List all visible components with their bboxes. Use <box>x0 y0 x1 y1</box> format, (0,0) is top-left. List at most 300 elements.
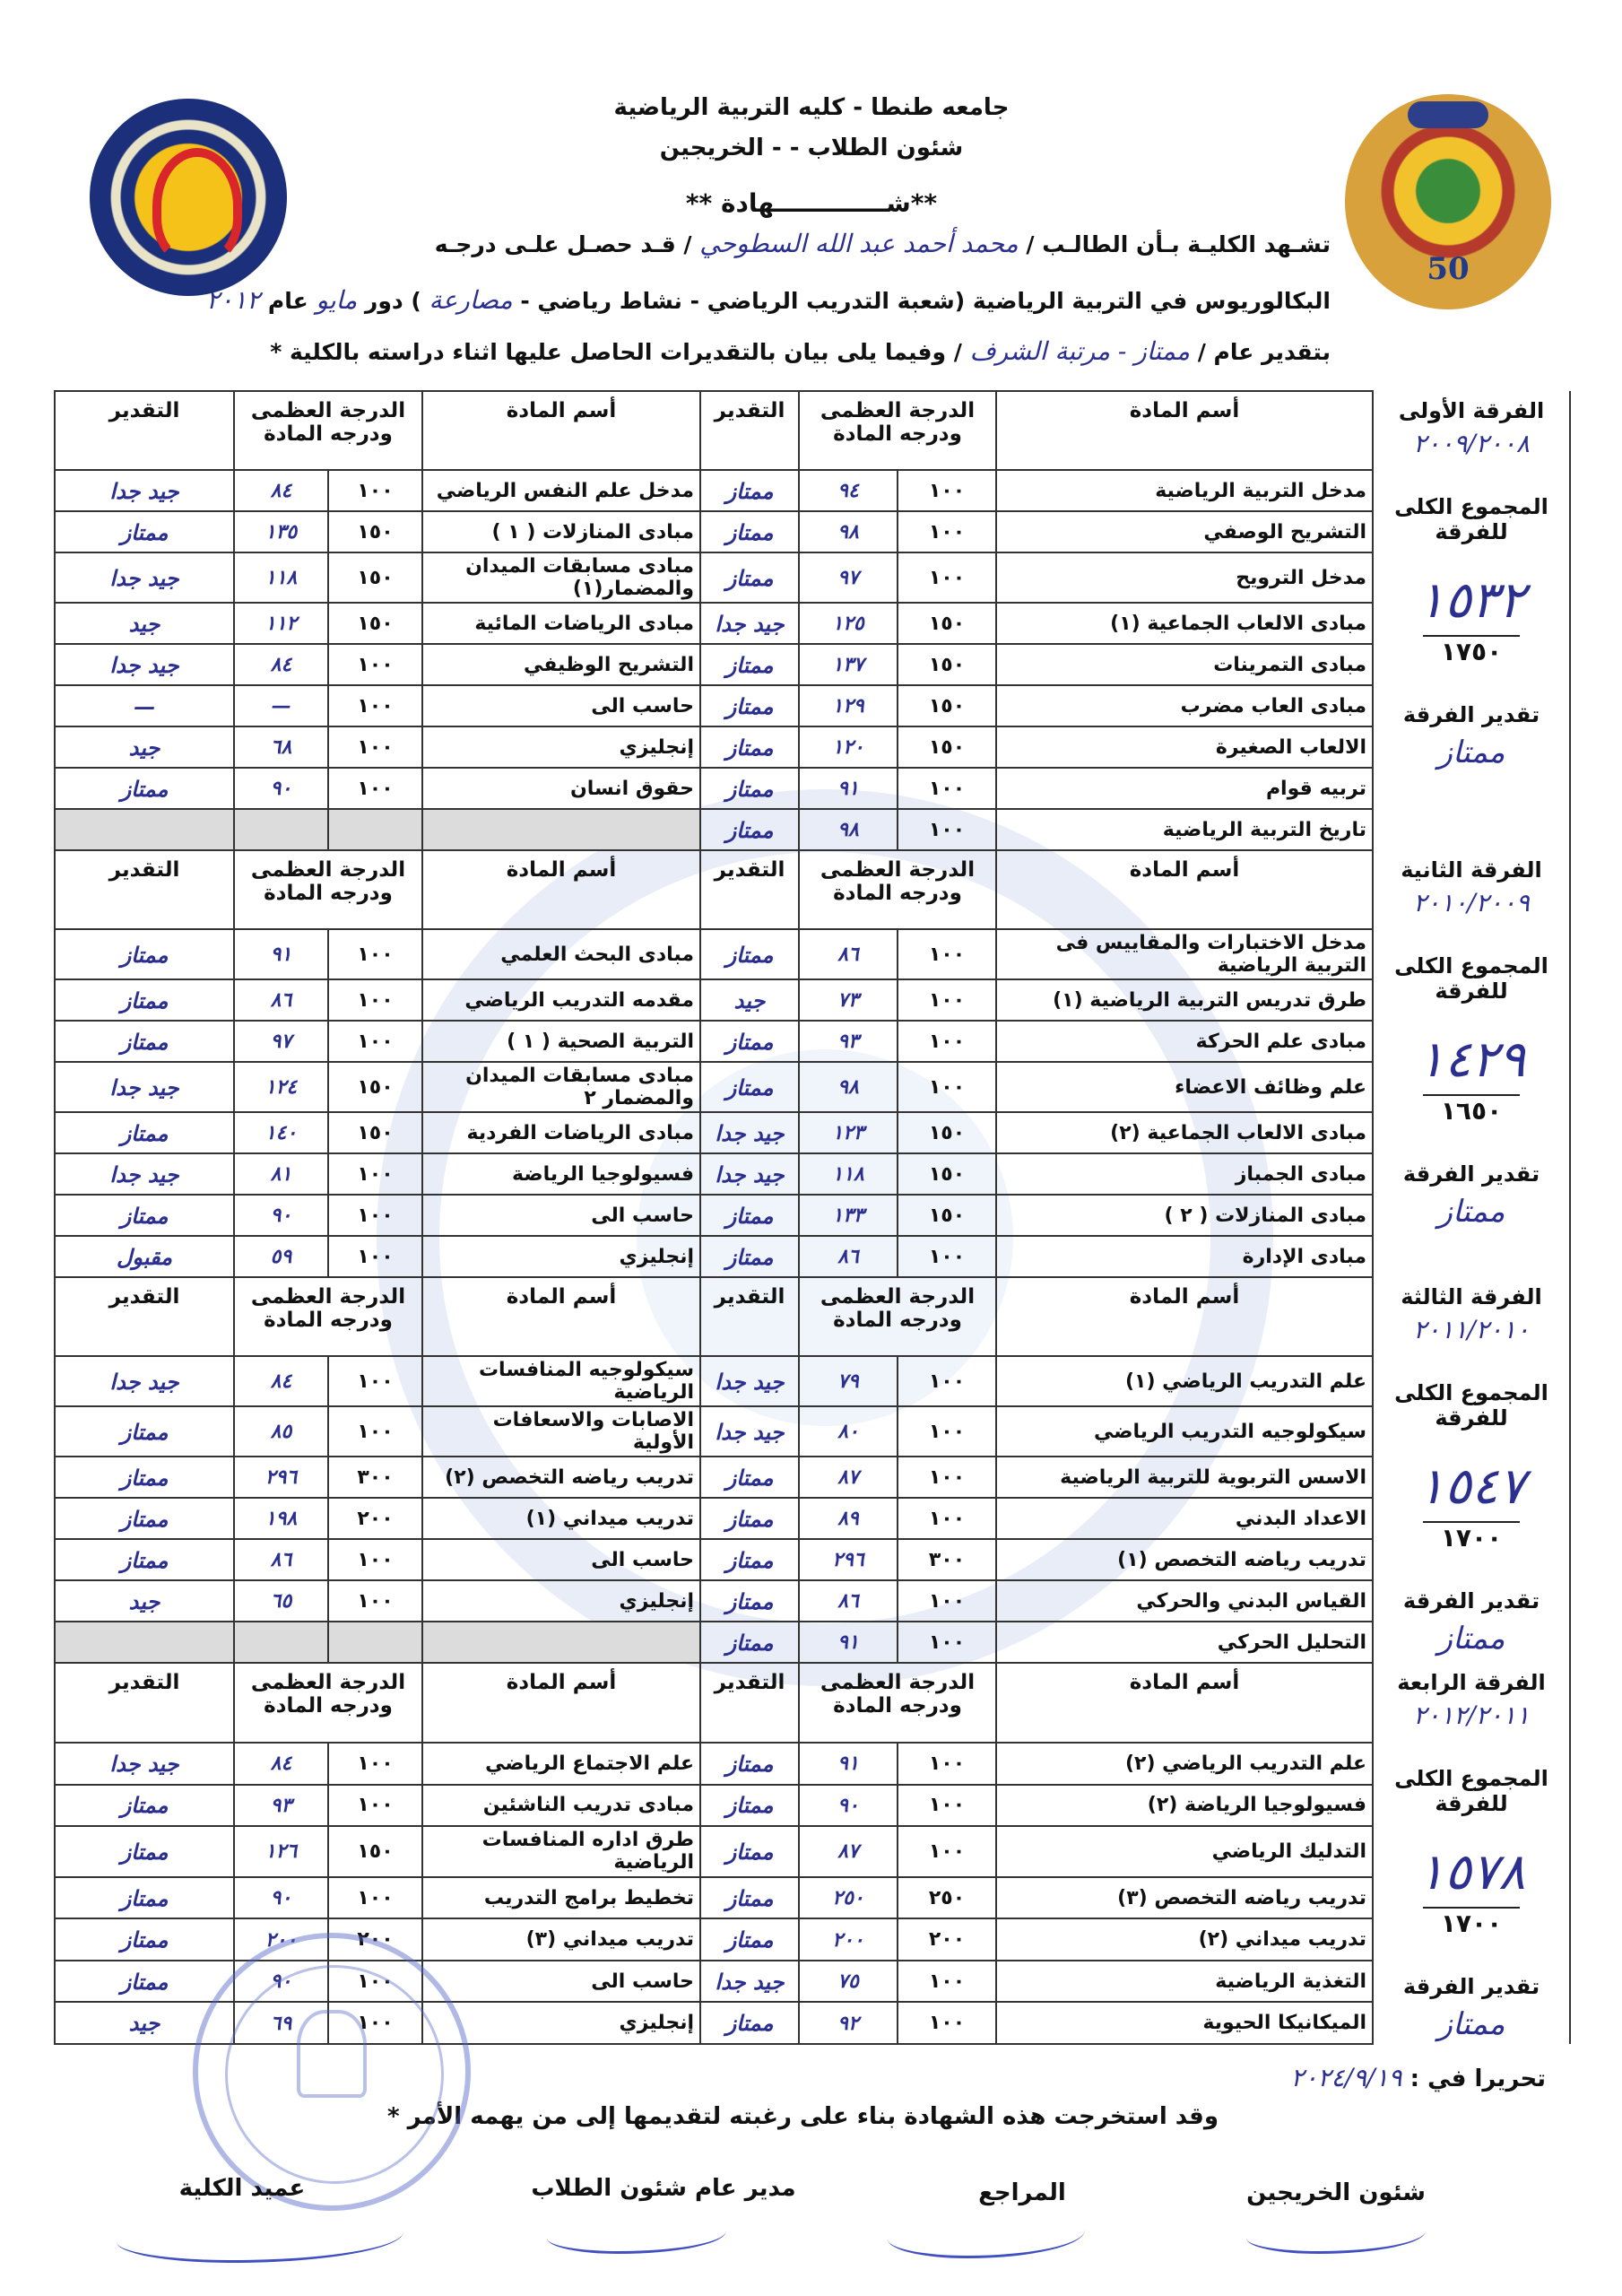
column-header-max-grade <box>799 391 996 470</box>
subject-grade-header: ودرجه المادة <box>833 1694 962 1718</box>
subject-grade: — <box>55 685 234 726</box>
subject-name: مبادى علم الحركة <box>996 1021 1373 1062</box>
max-grade: ١٠٠ <box>898 1743 996 1785</box>
subject-score: ١٣٧ <box>799 644 898 685</box>
column-header-grade: التقدير <box>55 1663 234 1743</box>
subject-score: ٨٦ <box>799 1236 898 1277</box>
subject-name: التربية الصحية ( ١ ) <box>422 1021 700 1062</box>
subject-grade: ممتاز <box>700 470 799 511</box>
graduates-affairs-signature <box>1246 2215 1426 2254</box>
subject-name: مبادى الإدارة <box>996 1236 1373 1277</box>
max-grade: ١٠٠ <box>328 929 422 979</box>
subject-grade: جيد جدا <box>55 1062 234 1112</box>
subject-score: ٩١ <box>799 768 898 809</box>
max-grade: ١٠٠ <box>328 1961 422 2003</box>
table-row <box>55 1021 1570 1062</box>
subject-name: مبادى مسابقات الميدان والمضمار ٢ <box>422 1062 700 1112</box>
column-header-max-grade <box>234 1663 422 1743</box>
dean-signature <box>117 2211 403 2263</box>
year-title: الفرقة الثانية <box>1401 857 1542 883</box>
subject-name: مدخل الاختبارات والمقاييس فى التربية الرياضية <box>996 929 1373 979</box>
max-grade: ٣٠٠ <box>898 1539 996 1580</box>
subject-score: ٢٩٦ <box>234 1457 328 1498</box>
subject-grade: ممتاز <box>55 1877 234 1919</box>
overall-prefix: بتقدير عام / <box>1197 339 1331 365</box>
subject-grade: ممتاز <box>700 644 799 685</box>
subject-grade: جيد <box>700 979 799 1021</box>
dean-signature-label: عميد الكلية <box>178 2175 306 2202</box>
table-row <box>55 768 1570 809</box>
subject-grade: ممتاز <box>55 1918 234 1961</box>
table-row <box>55 1539 1570 1580</box>
max-grade: ١٠٠ <box>898 1457 996 1498</box>
year-total-max: ١٧٠٠ <box>1423 1907 1520 1938</box>
table-row <box>55 726 1570 768</box>
subject-score: ٨٦ <box>234 979 328 1021</box>
graduates-affairs-signature-label: شئون الخريجين <box>1246 2179 1426 2206</box>
max-grade: ١٥٠ <box>898 1112 996 1153</box>
table-row <box>55 685 1570 726</box>
subject-score: ٨٤ <box>234 644 328 685</box>
max-grade-header: الدرجة العظمى <box>820 858 976 882</box>
subject-grade-header: ودرجه المادة <box>833 1309 962 1332</box>
year-total-label: المجموع الكلى للفرقة <box>1394 1380 1548 1431</box>
subject-grade: ممتاز <box>55 1021 234 1062</box>
max-grade: ٢٠٠ <box>328 1918 422 1961</box>
max-grade: ١٠٠ <box>898 1785 996 1827</box>
issue-date-line <box>1290 2063 1546 2092</box>
max-grade: ١٥٠ <box>328 552 422 603</box>
column-header-max-grade <box>799 850 996 929</box>
max-grade: ١٠٠ <box>328 1877 422 1919</box>
subject-score: ٩٠ <box>234 1195 328 1236</box>
table-row <box>55 809 1570 850</box>
year-total: ١٥٤٧ <box>1417 1457 1526 1516</box>
year-grade-label: تقدير الفرقة <box>1402 1974 1540 1999</box>
subject-name: حاسب الى <box>422 1195 700 1236</box>
year-title: الفرقة الأولى <box>1398 398 1545 423</box>
subject-score: ٩٤ <box>799 470 898 511</box>
subject-score: ١١٨ <box>234 552 328 603</box>
subject-grade-header: ودرجه المادة <box>264 882 393 905</box>
table-row <box>55 603 1570 644</box>
subject-score: ٩١ <box>799 1622 898 1663</box>
subject-grade: جيد <box>55 603 234 644</box>
subject-score: ٧٣ <box>799 979 898 1021</box>
cert-suffix: / قـد حصـل علـى درجـه <box>434 231 692 257</box>
subject-grade: ممتاز <box>55 1457 234 1498</box>
subject-name: طرق اداره المنافسات الرياضية <box>422 1826 700 1877</box>
year-total-label: المجموع الكلى للفرقة <box>1394 953 1548 1004</box>
table-row <box>55 1153 1570 1195</box>
subject-grade: جيد جدا <box>700 603 799 644</box>
max-grade: ١٠٠ <box>328 1743 422 1785</box>
table-row <box>55 470 1570 511</box>
subject-name: طرق تدريس التربية الرياضية (١) <box>996 979 1373 1021</box>
column-header-max-grade <box>799 1277 996 1356</box>
subject-grade: ممتاز <box>55 511 234 552</box>
year-header-row <box>55 1663 1570 1743</box>
certificate-title: **شـــــــــــــهادة ** <box>685 188 938 218</box>
subject-score: ٨٦ <box>799 1580 898 1622</box>
subject-name: التحليل الحركي <box>996 1622 1373 1663</box>
subject-grade: جيد جدا <box>700 1356 799 1406</box>
subject-score: ١٢٠ <box>799 726 898 768</box>
subject-grade: جيد <box>55 2002 234 2044</box>
reviewer-signature-label: المراجع <box>978 2179 1066 2206</box>
subject-score: ٩٨ <box>799 511 898 552</box>
subject-grade-header: ودرجه المادة <box>264 1694 393 1718</box>
subject-score: ٩٣ <box>234 1785 328 1827</box>
subject-name: حاسب الى <box>422 1961 700 2003</box>
subject-name: تدريب ميداني (١) <box>422 1498 700 1539</box>
subject-grade: ممتاز <box>55 1498 234 1539</box>
subject-name: فسيولوجيا الرياضة <box>422 1153 700 1195</box>
max-grade: ٢٠٠ <box>898 1918 996 1961</box>
max-grade: ١٠٠ <box>328 1153 422 1195</box>
subject-grade: ممتاز <box>700 1622 799 1663</box>
max-grade: ١٠٠ <box>898 979 996 1021</box>
subject-score: ١٩٨ <box>234 1498 328 1539</box>
year-total-max: ١٦٥٠ <box>1423 1094 1520 1126</box>
subject-score: ٩٧ <box>234 1021 328 1062</box>
max-grade: ١٠٠ <box>328 1356 422 1406</box>
subject-score: ٥٩ <box>234 1236 328 1277</box>
column-header-subject: أسم المادة <box>996 391 1373 470</box>
subject-grade: ممتاز <box>700 809 799 850</box>
subject-name: إنجليزي <box>422 1580 700 1622</box>
subject-name: مبادى الالعاب الجماعية (٢) <box>996 1112 1373 1153</box>
subject-grade: جيد <box>55 726 234 768</box>
subject-score: ٨١ <box>234 1153 328 1195</box>
empty-cell <box>234 1622 328 1663</box>
max-grade: ١٥٠ <box>328 1062 422 1112</box>
empty-cell <box>55 809 234 850</box>
subject-name: سيكولوجيه المنافسات الرياضية <box>422 1356 700 1406</box>
cert-prefix: تشـهد الكليـة بـأن الطالـب / <box>1026 231 1331 257</box>
subject-name: تاريخ التربية الرياضية <box>996 809 1373 850</box>
subject-grade: ممتاز <box>700 1236 799 1277</box>
subject-grade-header: ودرجه المادة <box>833 422 962 446</box>
table-row <box>55 1236 1570 1277</box>
certificate-line-1 <box>54 229 1331 258</box>
max-grade-header: الدرجة العظمى <box>820 1671 976 1694</box>
column-header-max-grade <box>234 1277 422 1356</box>
subject-name: حاسب الى <box>422 1539 700 1580</box>
max-grade: ١٠٠ <box>898 1580 996 1622</box>
max-grade: ١٠٠ <box>898 511 996 552</box>
subject-name: مبادى الجمباز <box>996 1153 1373 1195</box>
subject-score: ١٢٥ <box>799 603 898 644</box>
year-grade: ممتاز <box>1437 1621 1505 1657</box>
subject-name: مبادى البحث العلمي <box>422 929 700 979</box>
subject-score: ٩٨ <box>799 809 898 850</box>
table-row <box>55 1622 1570 1663</box>
year-total-max: ١٧٠٠ <box>1423 1521 1520 1552</box>
year-title: الفرقة الثالثة <box>1401 1284 1542 1309</box>
table-row <box>55 929 1570 979</box>
subject-score: ٢٠٠ <box>234 1918 328 1961</box>
max-grade: ١٠٠ <box>328 1406 422 1457</box>
year-grade: ممتاز <box>1437 2006 1505 2042</box>
subject-grade: جيد جدا <box>55 1356 234 1406</box>
student-affairs-director-label: مدير عام شئون الطلاب <box>531 2175 796 2202</box>
column-header-subject: أسم المادة <box>996 850 1373 929</box>
max-grade: ١٠٠ <box>898 809 996 850</box>
subject-score: ٨٤ <box>234 1743 328 1785</box>
max-grade: ١٠٠ <box>898 1622 996 1663</box>
subject-grade: ممتاز <box>55 1112 234 1153</box>
subject-grade: جيد جدا <box>700 1153 799 1195</box>
subject-grade-header: ودرجه المادة <box>264 1309 393 1332</box>
overall-suffix: / وفيما يلى بيان بالتقديرات الحاصل عليها اثناء دراسته بالكلية * <box>270 339 962 365</box>
issue-note: وقد استخرجت هذه الشهادة بناء على رغبته لتقديمها إلى من يهمه الأمر * <box>386 2103 1219 2130</box>
faculty-logo <box>90 99 287 296</box>
subject-score: ٢٠٠ <box>799 1918 898 1961</box>
max-grade: ١٠٠ <box>898 2002 996 2044</box>
subject-grade: ممتاز <box>700 768 799 809</box>
subject-grade: ممتاز <box>55 1961 234 2003</box>
max-grade: ١٠٠ <box>898 1062 996 1112</box>
table-row <box>55 1356 1570 1406</box>
subject-score: ١١٨ <box>799 1153 898 1195</box>
subject-name: مبادى الالعاب الجماعية (١) <box>996 603 1373 644</box>
subject-name: التدليك الرياضي <box>996 1826 1373 1877</box>
anniversary-number: 50 <box>1427 251 1470 287</box>
subject-grade: جيد جدا <box>700 1961 799 2003</box>
max-grade: ١٠٠ <box>328 1580 422 1622</box>
subject-grade: ممتاز <box>700 1743 799 1785</box>
max-grade: ١٠٠ <box>328 979 422 1021</box>
subject-name: مبادى العاب مضرب <box>996 685 1373 726</box>
subject-grade: ممتاز <box>700 2002 799 2044</box>
subject-name: مبادى المنازلات ( ١ ) <box>422 511 700 552</box>
subject-score: ٢٩٦ <box>799 1539 898 1580</box>
subject-name: مبادى تدريب الناشئين <box>422 1785 700 1827</box>
max-grade: ١٥٠ <box>328 1826 422 1877</box>
subject-grade: ممتاز <box>700 929 799 979</box>
subject-grade: ممتاز <box>700 685 799 726</box>
max-grade: ١٥٠ <box>328 603 422 644</box>
subject-grade: جيد جدا <box>55 1743 234 1785</box>
max-grade: ١٥٠ <box>328 511 422 552</box>
column-header-grade: التقدير <box>55 850 234 929</box>
subject-name: الاسس التربوية للتربية الرياضية <box>996 1457 1373 1498</box>
certificate-line-3 <box>54 336 1331 366</box>
year-grade: ممتاز <box>1437 1194 1505 1230</box>
year-total: ١٥٣٢ <box>1417 571 1526 630</box>
subject-grade: ممتاز <box>55 1539 234 1580</box>
table-row <box>55 1826 1570 1877</box>
max-grade: ١٠٠ <box>898 1356 996 1406</box>
subject-grade-header: ودرجه المادة <box>833 882 962 905</box>
max-grade-header: الدرجة العظمى <box>250 1285 406 1309</box>
year-total-max: ١٧٥٠ <box>1423 635 1520 666</box>
column-header-max-grade <box>799 1663 996 1743</box>
subject-name: تدريب ميداني (٢) <box>996 1918 1373 1961</box>
subject-score: ٨٧ <box>799 1457 898 1498</box>
year-summary-cell <box>1373 1277 1570 1663</box>
subject-grade: ممتاز <box>55 929 234 979</box>
subject-grade: ممتاز <box>700 1498 799 1539</box>
max-grade: ١٠٠ <box>328 470 422 511</box>
max-grade: ١٠٠ <box>898 552 996 603</box>
year-total-label: المجموع الكلى للفرقة <box>1394 494 1548 544</box>
max-grade: ١٠٠ <box>328 768 422 809</box>
graduation-year: ٢٠١٢ <box>206 285 261 315</box>
certificate-line-2 <box>54 285 1331 315</box>
empty-cell <box>422 1622 700 1663</box>
subject-name: تربيه قوام <box>996 768 1373 809</box>
max-grade-header: الدرجة العظمى <box>250 858 406 882</box>
max-grade-header: الدرجة العظمى <box>250 399 406 422</box>
column-header-subject: أسم المادة <box>996 1663 1373 1743</box>
table-row <box>55 644 1570 685</box>
subject-grade: جيد جدا <box>55 644 234 685</box>
column-header-max-grade <box>234 391 422 470</box>
subject-name: مبادى مسابقات الميدان والمضمار(١) <box>422 552 700 603</box>
empty-cell <box>328 1622 422 1663</box>
subject-score: ٦٩ <box>234 2002 328 2044</box>
year-range: ٢٠١٠/٢٠٠٩ <box>1413 888 1530 918</box>
subject-name: تدريب رياضه التخصص (٢) <box>422 1457 700 1498</box>
grades-table <box>54 390 1571 2045</box>
subject-grade: ممتاز <box>700 1062 799 1112</box>
subject-grade: ممتاز <box>700 511 799 552</box>
subject-score: ٩٧ <box>799 552 898 603</box>
subject-name: الاعداد البدني <box>996 1498 1373 1539</box>
year-label: عام <box>267 288 308 314</box>
subject-name: القياس البدني والحركي <box>996 1580 1373 1622</box>
max-grade: ١٠٠ <box>328 1021 422 1062</box>
subject-grade: ممتاز <box>700 1877 799 1919</box>
subject-score: ١٤٠ <box>234 1112 328 1153</box>
subject-score: ٨٩ <box>799 1498 898 1539</box>
subject-name: تخطيط برامج التدريب <box>422 1877 700 1919</box>
subject-name: تدريب رياضه التخصص (١) <box>996 1539 1373 1580</box>
max-grade: ١٥٠ <box>898 1195 996 1236</box>
subject-grade: مقبول <box>55 1236 234 1277</box>
subject-score: ١٢٦ <box>234 1826 328 1877</box>
max-grade: ١٠٠ <box>898 1498 996 1539</box>
exam-session: مايو <box>316 285 358 315</box>
subject-name: مقدمه التدريب الرياضي <box>422 979 700 1021</box>
subject-score: ٦٥ <box>234 1580 328 1622</box>
column-header-subject: أسم المادة <box>422 1277 700 1356</box>
max-grade: ١٠٠ <box>898 1406 996 1457</box>
max-grade: ٢٥٠ <box>898 1877 996 1919</box>
subject-grade: جيد جدا <box>700 1112 799 1153</box>
department-title: شئون الطلاب - - الخريجين <box>659 135 964 161</box>
year-range: ٢٠٠٩/٢٠٠٨ <box>1413 429 1530 458</box>
empty-cell <box>234 809 328 850</box>
max-grade: ٣٠٠ <box>328 1457 422 1498</box>
subject-grade: جيد جدا <box>55 470 234 511</box>
subject-grade: جيد جدا <box>700 1406 799 1457</box>
year-range: ٢٠١١/٢٠١٠ <box>1413 1315 1530 1344</box>
max-grade: ١٥٠ <box>898 1153 996 1195</box>
max-grade: ١٠٠ <box>328 1785 422 1827</box>
subject-name: مبادى الرياضات الفردية <box>422 1112 700 1153</box>
subject-grade: ممتاز <box>700 1195 799 1236</box>
subject-score: ٨٥ <box>234 1406 328 1457</box>
column-header-grade: التقدير <box>700 1277 799 1356</box>
subject-score: ٨٧ <box>799 1826 898 1877</box>
table-row <box>55 1195 1570 1236</box>
subject-name: الالعاب الصغيرة <box>996 726 1373 768</box>
subject-name: مبادى الرياضات المائية <box>422 603 700 644</box>
subject-score: ٨٤ <box>234 470 328 511</box>
subject-name: التشريح الوصفي <box>996 511 1373 552</box>
max-grade: ١٠٠ <box>898 1021 996 1062</box>
year-total-label: المجموع الكلى للفرقة <box>1394 1766 1548 1816</box>
column-header-subject: أسم المادة <box>996 1277 1373 1356</box>
university-faculty-title: جامعه طنطا - كليه التربية الرياضية <box>613 94 1010 121</box>
subject-name: إنجليزي <box>422 2002 700 2044</box>
subject-name: علم وظائف الاعضاء <box>996 1062 1373 1112</box>
subject-grade-header: ودرجه المادة <box>264 422 393 446</box>
max-grade: ١٠٠ <box>898 1236 996 1277</box>
subject-name: حقوق انسان <box>422 768 700 809</box>
subject-grade: جيد جدا <box>55 1153 234 1195</box>
subject-name: علم الاجتماع الرياضي <box>422 1743 700 1785</box>
subject-score: ١١٢ <box>234 603 328 644</box>
subject-name: التشريح الوظيفي <box>422 644 700 685</box>
year-range: ٢٠١٢/٢٠١١ <box>1413 1700 1530 1730</box>
subject-grade: ممتاز <box>700 1826 799 1877</box>
max-grade: ١٥٠ <box>898 726 996 768</box>
table-row <box>55 1457 1570 1498</box>
subject-score: ٩١ <box>234 929 328 979</box>
subject-grade: ممتاز <box>700 726 799 768</box>
subject-score: ١٣٥ <box>234 511 328 552</box>
subject-grade: ممتاز <box>55 1785 234 1827</box>
table-row <box>55 1062 1570 1112</box>
year-title: الفرقة الرابعة <box>1397 1670 1546 1695</box>
max-grade: ١٠٠ <box>898 929 996 979</box>
subject-name: مدخل الترويح <box>996 552 1373 603</box>
subject-name: علم التدريب الرياضي (٢) <box>996 1743 1373 1785</box>
table-row <box>55 1580 1570 1622</box>
column-header-grade: التقدير <box>55 391 234 470</box>
subject-grade: ممتاز <box>700 1457 799 1498</box>
subject-name: سيكولوجيه التدريب الرياضي <box>996 1406 1373 1457</box>
empty-cell <box>422 809 700 850</box>
subject-grade: جيد <box>55 1580 234 1622</box>
year-summary-cell <box>1373 850 1570 1277</box>
subject-grade: ممتاز <box>700 1021 799 1062</box>
column-header-subject: أسم المادة <box>422 1663 700 1743</box>
column-header-subject: أسم المادة <box>422 391 700 470</box>
subject-score: ٨٦ <box>799 929 898 979</box>
table-row <box>55 1112 1570 1153</box>
subject-score: ٩٠ <box>234 1961 328 2003</box>
max-grade: ١٠٠ <box>328 1195 422 1236</box>
subject-score: ٩٣ <box>799 1021 898 1062</box>
subject-score: ٢٥٠ <box>799 1877 898 1919</box>
subject-score: ١٣٣ <box>799 1195 898 1236</box>
table-row <box>55 1785 1570 1827</box>
subject-grade: ممتاز <box>55 1406 234 1457</box>
subject-name: علم التدريب الرياضي (١) <box>996 1356 1373 1406</box>
subject-grade: ممتاز <box>700 1918 799 1961</box>
subject-score: ٦٨ <box>234 726 328 768</box>
max-grade: ١٠٠ <box>328 644 422 685</box>
university-logo <box>1345 94 1551 309</box>
column-header-subject: أسم المادة <box>422 850 700 929</box>
year-total: ١٥٧٨ <box>1417 1843 1526 1901</box>
max-grade: ١٥٠ <box>898 603 996 644</box>
